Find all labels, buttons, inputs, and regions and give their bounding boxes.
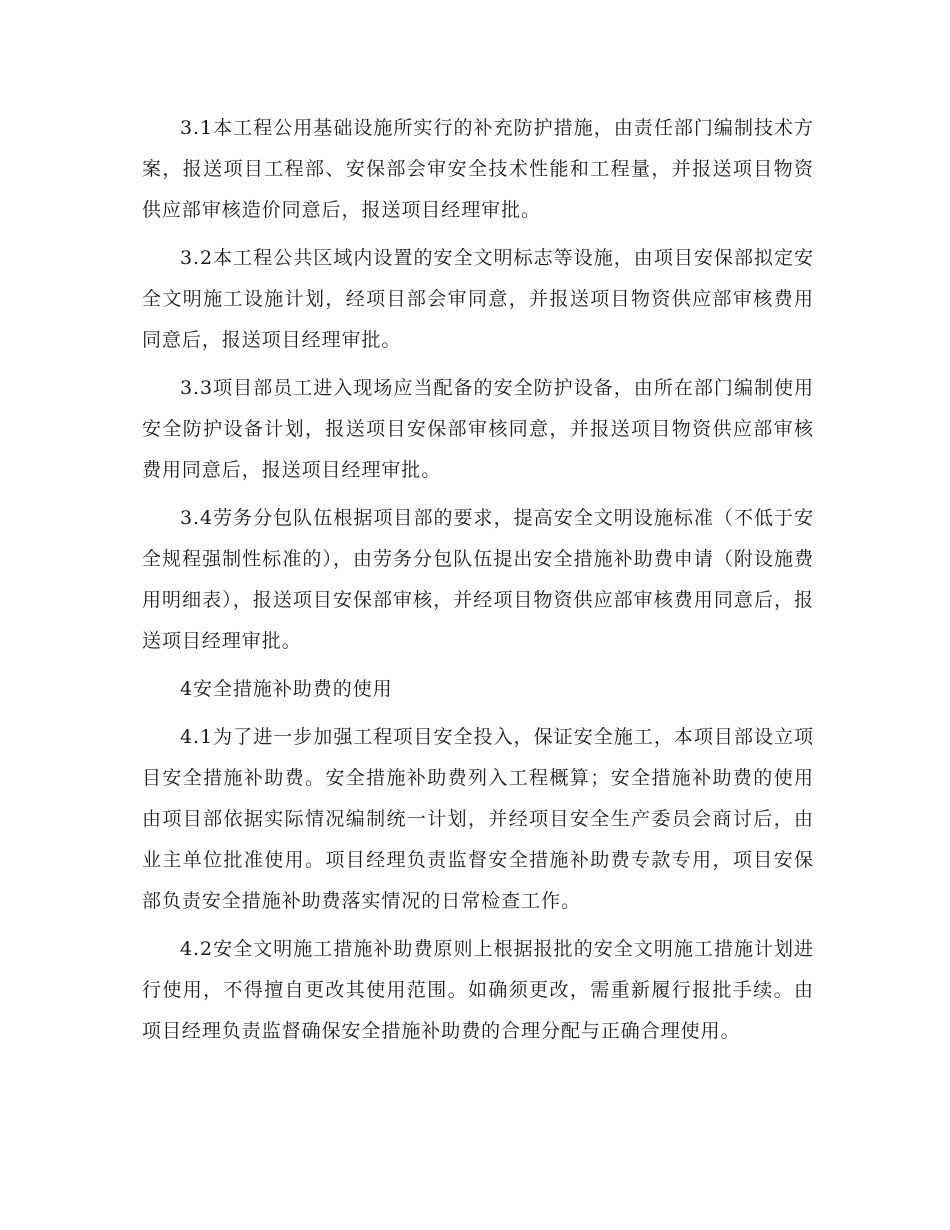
paragraph-3-2: 3.2本工程公共区域内设置的安全文明标志等设施，由项目安保部拟定安全文明施工设施计划，经项目部会审同意，并报送项目物资供应部审核费用同意后，报送项目经理审批。 — [142, 247, 814, 351]
paragraph-4-1: 4.1为了进一步加强工程项目安全投入，保证安全施工，本项目部设立项目安全措施补助费。安全措施补助费列入工程概算；安全措施补助费的使用由项目部依据实际情况编制统一计划，并经项目安全生产委员会商讨后，由业主单位批准使用。项目经理负责监督安全措施补助费专款专用，项目安保部负责安全措施补助费落实情况的日常检查工作。 — [142, 726, 814, 912]
document-body — [142, 108, 814, 1059]
paragraph-3-1: 3.1本工程公用基础设施所实行的补充防护措施，由责任部门编制技术方案，报送项目工程部、安保部会审安全技术性能和工程量，并报送项目物资供应部审核造价同意后，报送项目经理审批。 — [142, 117, 814, 221]
paragraph-3-3: 3.3项目部员工进入现场应当配备的安全防护设备，由所在部门编制使用安全防护设备计划，报送项目安保部审核同意，并报送项目物资供应部审核费用同意后，报送项目经理审批。 — [142, 377, 814, 481]
paragraph-4-2: 4.2安全文明施工措施补助费原则上根据报批的安全文明施工措施计划进行使用，不得擅自更改其使用范围。如确须更改，需重新履行报批手续。由项目经理负责监督确保安全措施补助费的合理分配与正确合理使用。 — [142, 938, 814, 1042]
paragraph-3-4: 3.4劳务分包队伍根据项目部的要求，提高安全文明设施标准（不低于安全规程强制性标准的），由劳务分包队伍提出安全措施补助费申请（附设施费用明细表），报送项目安保部审核，并经项目物资供应部审核费用同意后，报送项目经理审批。 — [142, 507, 814, 652]
section-heading-4: 4安全措施补助费的使用 — [180, 678, 393, 700]
